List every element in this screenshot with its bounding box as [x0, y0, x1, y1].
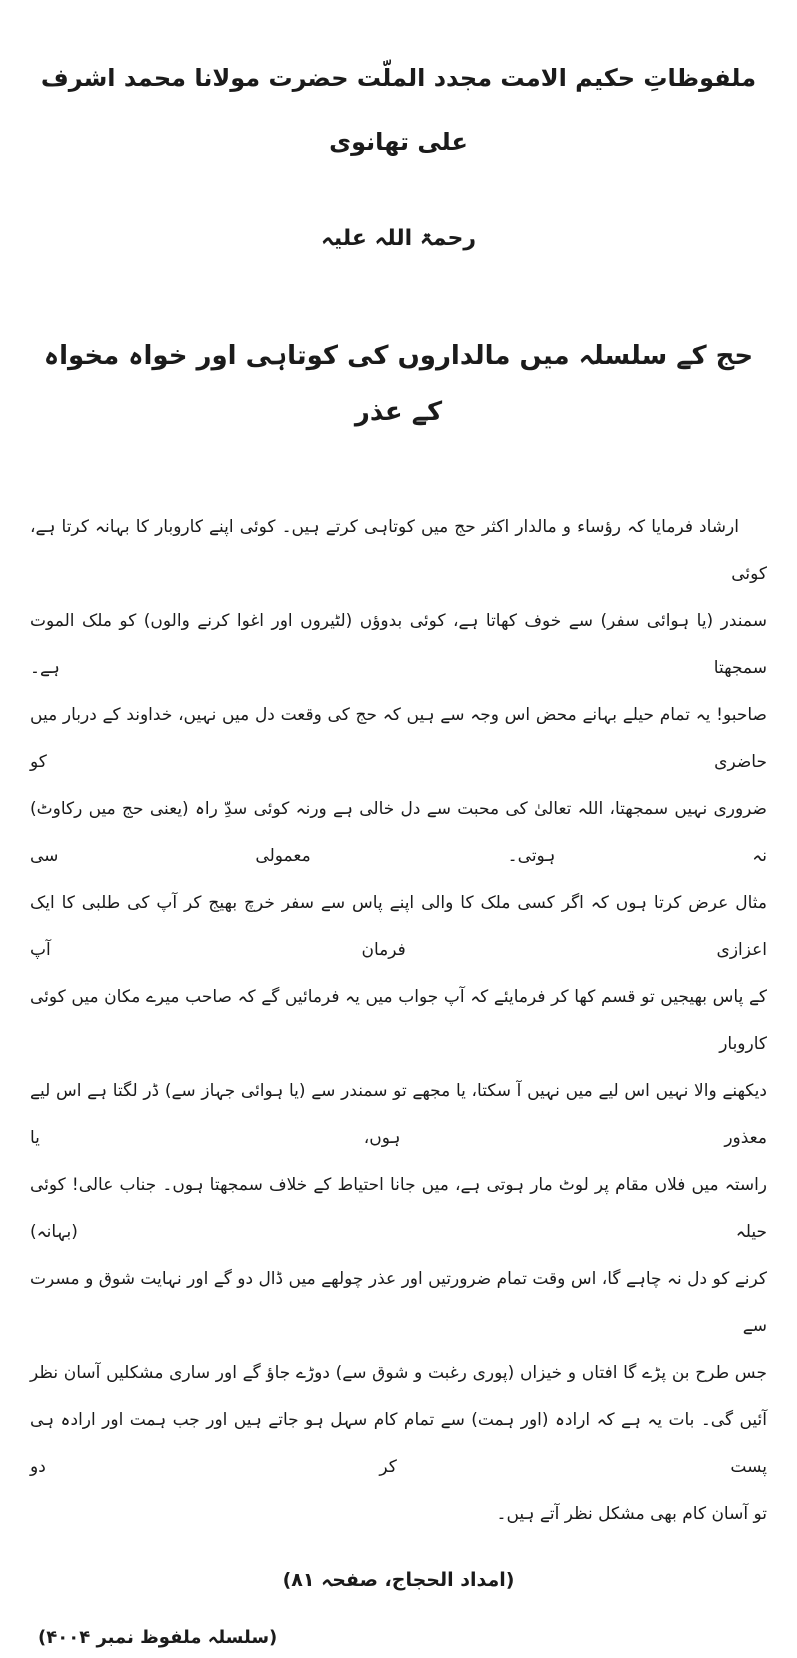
citation-source: (امداد الحجاج، صفحہ ۸۱) — [282, 1569, 515, 1591]
body-line: ارشاد فرمایا کہ رؤساء و مالدار اکثر حج میں کوتاہی کرتے ہیں۔ کوئی اپنے کاروبار کا بہانہ کرتا ہے، کوئی — [30, 517, 767, 584]
body-line: دیکھنے والا نہیں اس لیے میں نہیں آ سکتا، یا مجھے تو سمندر سے (یا ہوائی جہاز سے) ڈر لگتا ہے اس لیے معذور ہوں، یا — [30, 1081, 767, 1148]
body-line: آئیں گی۔ بات یہ ہے کہ ارادہ (اور ہمت) سے تمام کام سہل ہو جاتے ہیں اور جب ہمت اور ارادہ ہی پست کر دو — [30, 1410, 767, 1477]
document-title: ملفوظاتِ حکیم الامت مجدد الملّت حضرت مولانا محمد اشرف علی تھانوی — [40, 64, 757, 156]
section-heading: حج کے سلسلہ میں مالداروں کی کوتاہی اور خواہ مخواہ کے عذر — [43, 341, 754, 427]
document-title-honorific: رحمۃ اللہ علیہ — [320, 226, 477, 251]
body-line: ضروری نہیں سمجھتا، اللہ تعالیٰ کی محبت سے دل خالی ہے ورنہ کوئی سدِّ راہ (یعنی حج میں رکاوٹ) نہ ہوتی۔ معمولی سی — [30, 799, 767, 866]
body-line: جس طرح بن پڑے گا افتاں و خیزاں (پوری رغبت و شوق سے) دوڑے جاؤ گے اور ساری مشکلیں آسان نظر — [30, 1363, 767, 1383]
body-line: صاحبو! یہ تمام حیلے بہانے محض اس وجہ سے ہیں کہ حج کی وقعت دل میں نہیں، خداوند کے دربار میں حاضری کو — [30, 705, 767, 772]
body-line: مثال عرض کرتا ہوں کہ اگر کسی ملک کا والی اپنے پاس سے سفر خرچ بھیج کر آپ کی طلبی کا ایک اعزازی فرمان آپ — [30, 893, 767, 960]
body-line: کرنے کو دل نہ چاہے گا، اس وقت تمام ضرورتیں اور عذر چولھے میں ڈال دو گے اور نہایت شوق و مسرت سے — [30, 1269, 767, 1336]
body-paragraph — [30, 504, 767, 1538]
body-line: کے پاس بھیجیں تو قسم کھا کر فرمایئے کہ آپ جواب میں یہ فرمائیں گے کہ صاحب میرے مکان میں کوئی کاروبار — [30, 987, 767, 1054]
body-line: راستہ میں فلاں مقام پر لوٹ مار ہوتی ہے، میں جانا احتیاط کے خلاف سمجھتا ہوں۔ جناب عالی! کوئی حیلہ (بہانہ) — [30, 1175, 767, 1242]
body-line: تو آسان کام بھی مشکل نظر آتے ہیں۔ — [496, 1504, 767, 1524]
series-number-note: (سلسلہ ملفوظ نمبر ۴۰۰۴) — [38, 1627, 278, 1648]
body-line: سمندر (یا ہوائی سفر) سے خوف کھاتا ہے، کوئی بدوؤں (لٹیروں اور اغوا کرنے والوں) کو ملک الموت سمجھتا ہے۔ — [30, 611, 767, 678]
